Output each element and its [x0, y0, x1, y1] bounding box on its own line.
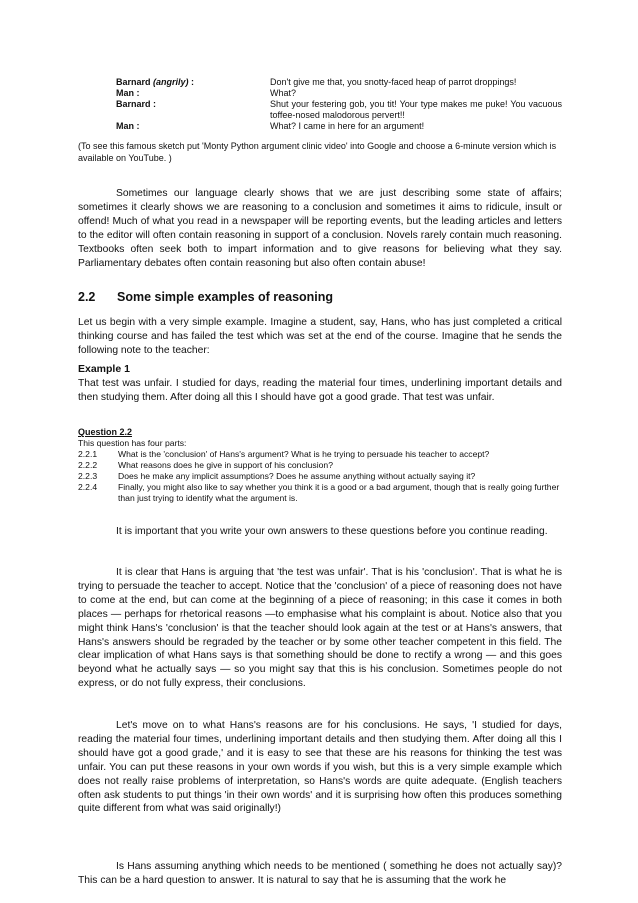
stage-direction: (angrily)	[153, 77, 189, 87]
dialogue-row	[116, 99, 562, 121]
dialogue-row	[116, 77, 562, 88]
paragraph-reasons: Let's move on to what Hans's reasons are for his conclusions. He says, 'I studied for days, reading the material four times, underlining important details and then studying them. After doing all this I should have got a good grade,' and it is easy to see that these are his reasons for thinking the test was unfair. You can put these reasons in your own words if you wish, but this is a very simple example which does not really raise problems of interpretation, so Hans's words are quite adequate. (English teachers often ask students to put things 'in their own words' and it is surprising how often this produces something quite different from what was said originally!)	[78, 720, 562, 815]
section-heading	[78, 289, 562, 305]
dialogue-line: Don't give me that, you snotty-faced heap of parrot droppings!	[270, 77, 517, 87]
dialogue-line: What?	[270, 88, 297, 98]
speaker-name: Barnard	[116, 77, 151, 87]
dialogue-row	[116, 88, 562, 99]
question-number: 2.2.2	[78, 460, 98, 470]
question-item	[78, 449, 562, 460]
section-number: 2.2	[78, 290, 96, 304]
question-number: 2.2.4	[78, 482, 98, 492]
speaker-separator: :	[188, 77, 195, 87]
dialogue-row	[116, 121, 562, 132]
paragraph-intro-example: Let us begin with a very simple example. Imagine a student, say, Hans, who has just completed a critical thinking course and has failed the test which was set at the end of the course. Imagine that he sends the following note to the teacher:	[78, 317, 562, 356]
question-number: 2.2.1	[78, 449, 98, 459]
question-text: What is the 'conclusion' of Hans's argument? What is he trying to persuade his teacher to accept?	[118, 449, 490, 459]
dialogue-speaker: Barnard :	[116, 99, 157, 109]
question-title: Question 2.2	[78, 427, 133, 437]
question-intro: This question has four parts:	[78, 438, 187, 448]
question-text: What reasons does he give in support of his conclusion?	[118, 460, 333, 470]
dialogue-line: What? I came in here for an argument!	[270, 121, 425, 131]
section-title: Some simple examples of reasoning	[117, 290, 334, 304]
paragraph-conclusion: It is clear that Hans is arguing that 'the test was unfair'. That is his 'conclusion'. That is what he is trying to persuade the teacher to accept. Notice that the 'conclusion' of a piece of reasoning does not have to come at the end, but can come at the beginning of a piece of reasoning; in this case it comes in both places — perhaps for rhetorical reasons —to emphasise what his complaint is about. Notice also that you might think Hans's 'conclusion' is that the teacher should look again at the test or at Hans's answers, that Hans's answers should be regraded by the teacher or by some other teacher competent in this field. The clear implication of what Hans says is that something should be done to rectify a wrong — and this goes beyond what he actually says — so you might say that this is his conclusion. Sometimes people do not express, or do not fully express, their conclusions.	[78, 567, 562, 690]
youtube-note: (To see this famous sketch put 'Monty Python argument clinic video' into Google and choose a 6-minute version which is available on YouTube. )	[78, 141, 557, 163]
question-text: Does he make any implicit assumptions? Does he assume anything without actually saying it?	[118, 471, 476, 481]
question-item	[78, 471, 562, 482]
example-body: That test was unfair. I studied for days, reading the material four times, underlining important details and then studying them. After doing all this I should have got a good grade. That test was unfair.	[78, 378, 562, 403]
question-item	[78, 460, 562, 471]
dialogue-speaker: Man :	[116, 121, 140, 131]
paragraph-language-use: Sometimes our language clearly shows that we are just describing some state of affairs; sometimes it clearly shows we are reasoning to a conclusion and sometimes it aims to ridicule, insult or offend! Much of what you read in a newspaper will be reporting events, but the leading articles and letters to the editor will often contain reasoning in support of a conclusion. Novels rarely contain much reasoning. Textbooks often seek both to impart information and to give reasons for believing what they say. Parliamentary debates often contain reasoning but also often contain abuse!	[78, 188, 562, 269]
question-item	[78, 482, 562, 504]
paragraph-write-answers: It is important that you write your own answers to these questions before you continue reading.	[116, 526, 548, 537]
paragraph-assumptions: Is Hans assuming anything which needs to be mentioned ( something he does not actually say)? This can be a hard question to answer. It is natural to say that he is assuming that the work he	[78, 861, 562, 886]
dialogue-speaker	[116, 77, 270, 88]
dialogue-line: Shut your festering gob, you tit! Your type makes me puke! You vacuous toffee-nosed malodorous pervert!!	[270, 99, 562, 120]
sketch-dialogue	[116, 77, 562, 132]
question-number: 2.2.3	[78, 471, 98, 481]
dialogue-speaker: Man :	[116, 88, 140, 98]
example-title: Example 1	[78, 363, 130, 375]
question-list	[78, 449, 562, 504]
question-text: Finally, you might also like to say whether you think it is a good or a bad argument, though that is really going further than just trying to identify what the argument is.	[118, 482, 560, 503]
